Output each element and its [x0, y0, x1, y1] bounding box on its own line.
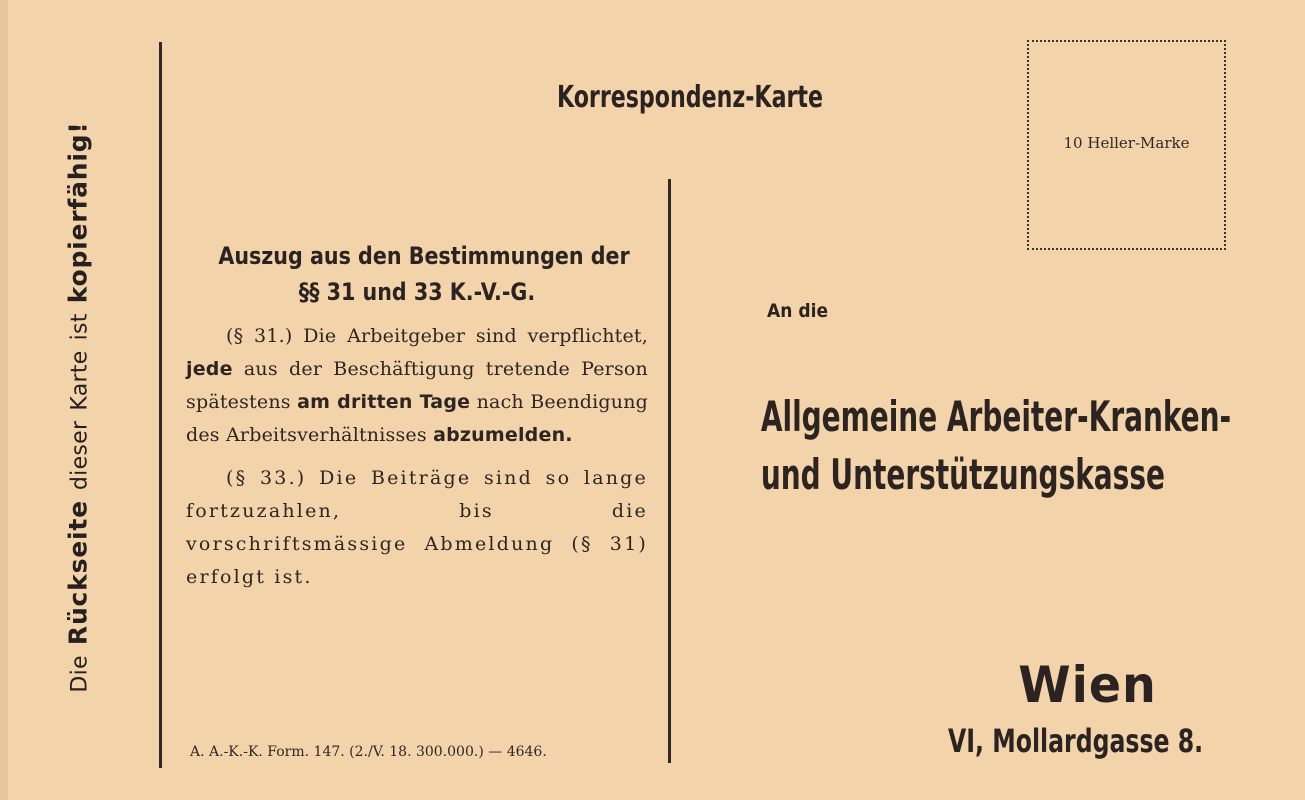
- recipient-line: Allgemeine Arbeiter-Kranken-: [760, 392, 1232, 441]
- paragraph-33: [186, 462, 648, 594]
- emphasis-text: am dritten Tage: [297, 391, 471, 413]
- left-divider: [159, 42, 162, 768]
- address-salutation: An die: [767, 300, 829, 322]
- side-note-word: dieser: [67, 420, 93, 491]
- stamp-label: 10 Heller-Marke: [1063, 134, 1190, 152]
- emphasis-text: jede: [186, 358, 233, 380]
- card-title: Korrespondenz-Karte: [556, 80, 824, 115]
- paragraph-text: Die Beiträge sind so lange fortzuzahlen, bis die vorschriftsmässige Abmeldung (§ 31) erfolgt ist.: [186, 467, 648, 588]
- address-street: VI, Mollardgasse 8.: [948, 722, 1204, 760]
- paragraph-ref: (§ 33.): [226, 467, 307, 489]
- paragraph-text: Die Arbeitgeber sind verpflichtet,: [303, 325, 649, 347]
- side-note-text: [64, 40, 93, 775]
- side-note-word: Karte: [67, 350, 93, 411]
- extract-heading-line: Auszug aus den Bestimmungen der: [218, 242, 630, 270]
- side-note: [8, 40, 148, 775]
- extract-heading-line: §§ 31 und 33 K.-V.-G.: [298, 278, 536, 306]
- side-note-word-bold: Rückseite: [63, 500, 93, 646]
- side-note-word-bold: kopierfähig!: [63, 121, 93, 304]
- address-city: Wien: [1018, 656, 1157, 714]
- regulation-extract: [186, 238, 648, 594]
- paragraph-text: nach Beendigung des Arbeitsverhältnisses: [186, 391, 648, 446]
- recipient-name: [690, 388, 1235, 504]
- stamp-box: [1027, 40, 1226, 250]
- card-edge: [0, 0, 8, 800]
- emphasis-text: abzumelden.: [433, 424, 573, 446]
- paragraph-31: [186, 320, 648, 452]
- extract-heading: [218, 238, 630, 310]
- paragraph-text: aus der Beschäftigung tretende Person spätestens: [186, 358, 648, 413]
- middle-divider: [668, 179, 671, 763]
- side-note-word: Die: [67, 655, 93, 693]
- paragraph-ref: (§ 31.): [226, 325, 293, 347]
- side-note-word: ist: [67, 313, 93, 341]
- recipient-line: und Unterstützungskasse: [760, 450, 1165, 499]
- form-number: A. A.-K.-K. Form. 147. (2./V. 18. 300.000.) — 4646.: [190, 744, 547, 760]
